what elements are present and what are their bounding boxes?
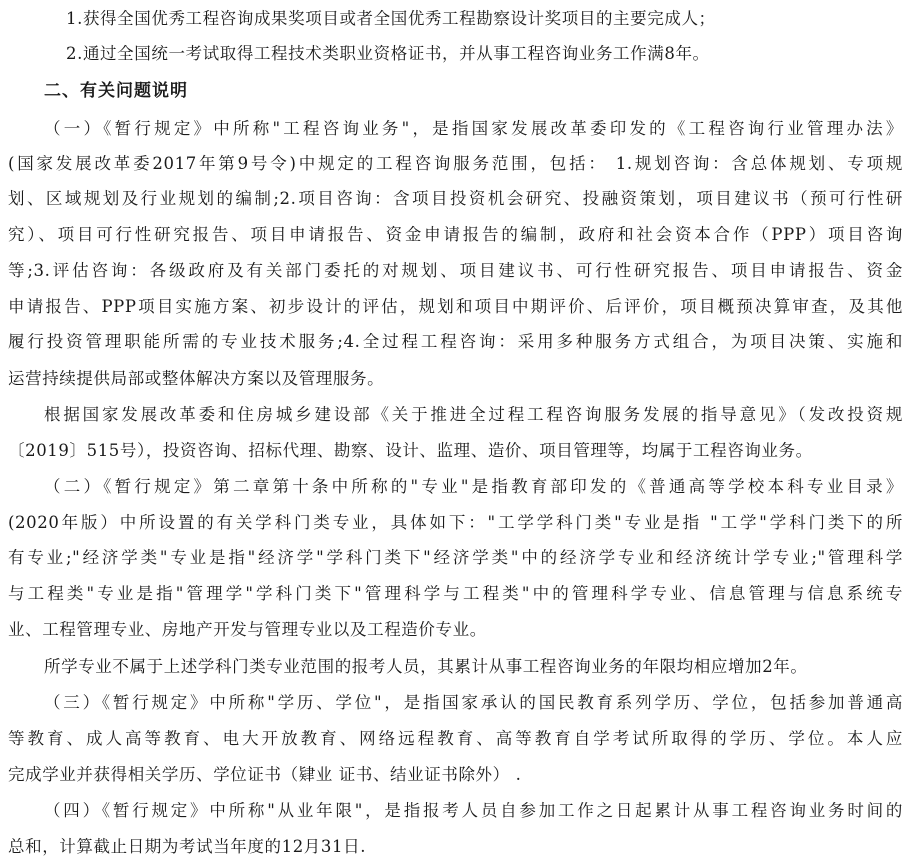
paragraph-line: (2020年版）中所设置的有关学科门类专业，具体如下："工学学科门类"专业是指 "工学"学科门类下的所 (8, 513, 903, 532)
paragraph-line: 运营持续提供局部或整体解决方案以及管理服务。 (8, 369, 385, 388)
list-item-1: 1.获得全国优秀工程咨询成果奖项目或者全国优秀工程勘察设计奖项目的主要完成人； (66, 9, 716, 28)
paragraph-line: 履行投资管理职能所需的专业技术服务;4.全过程工程咨询：采用多种服务方式组合，为项目决策、实施和 (8, 332, 903, 351)
paragraph-line: 业、工程管理专业、房地产开发与管理专业以及工程造价专业。 (8, 620, 487, 639)
list-item-2: 2.通过全国统一考试取得工程技术类职业资格证书，并从事工程咨询业务工作满8年。 (66, 44, 710, 63)
paragraph-line: 〔2019〕515号），投资咨询、招标代理、勘察、设计、监理、造价、项目管理等，均属于工程咨询业务。 (8, 441, 813, 460)
paragraph-line: 等教育、成人高等教育、电大开放教育、网络远程教育、高等教育自学考试所取得的学历、学位。本人应 (8, 729, 903, 748)
paragraph-line: 等;3.评估咨询：各级政府及有关部门委托的对规划、项目建议书、可行性研究报告、项目申请报告、资金 (8, 261, 903, 280)
paragraph-line: 所学专业不属于上述学科门类专业范围的报考人员，其累计从事工程咨询业务的年限均相应增加2年。 (44, 657, 808, 676)
paragraph-line: 总和，计算截止日期为考试当年度的12月31日. (8, 837, 367, 856)
paragraph-line: （三）《暂行规定》中所称"学历、学位"，是指国家承认的国民教育系列学历、学位，包括参加普通高 (44, 693, 903, 712)
paragraph-line: 有专业;"经济学类"专业是指"经济学"学科门类下"经济学类"中的经济学专业和经济统计学专业;"管理科学 (8, 548, 903, 567)
paragraph-line: （一）《暂行规定》中所称"工程咨询业务"，是指国家发展改革委印发的《工程咨询行业管理办法》 (44, 119, 903, 138)
paragraph-line: (国家发展改革委2017年第9号令)中规定的工程咨询服务范围，包括： 1.规划咨询：含总体规划、专项规 (8, 154, 903, 173)
paragraph-line: 究）、项目可行性研究报告、项目申请报告、资金申请报告的编制，政府和社会资本合作（PPP）项目咨询 (8, 225, 903, 244)
paragraph-line: 划、区域规划及行业规划的编制;2.项目咨询：含项目投资机会研究、投融资策划，项目建议书（预可行性研 (8, 189, 903, 208)
paragraph-line: （四）《暂行规定》中所称"从业年限"，是指报考人员自参加工作之日起累计从事工程咨询业务时间的 (44, 801, 903, 820)
paragraph-line: 与工程类"专业是指"管理学"学科门类下"管理科学与工程类"中的管理科学专业、信息管理与信息系统专 (8, 584, 903, 603)
paragraph-line: 申请报告、PPP项目实施方案、初步设计的评估，规划和项目中期评价、后评价，项目概预决算审查，及其他 (8, 297, 903, 316)
paragraph-line: 根据国家发展改革委和住房城乡建设部《关于推进全过程工程咨询服务发展的指导意见》（发改投资规 (44, 405, 903, 424)
paragraph-line: （二）《暂行规定》第二章第十条中所称的"专业"是指教育部印发的《普通高等学校本科专业目录》 (44, 477, 903, 496)
paragraph-line: 完成学业并获得相关学历、学位证书（肄业 证书、结业证书除外） . (8, 765, 522, 784)
section-heading: 二、有关问题说明 (44, 81, 188, 101)
